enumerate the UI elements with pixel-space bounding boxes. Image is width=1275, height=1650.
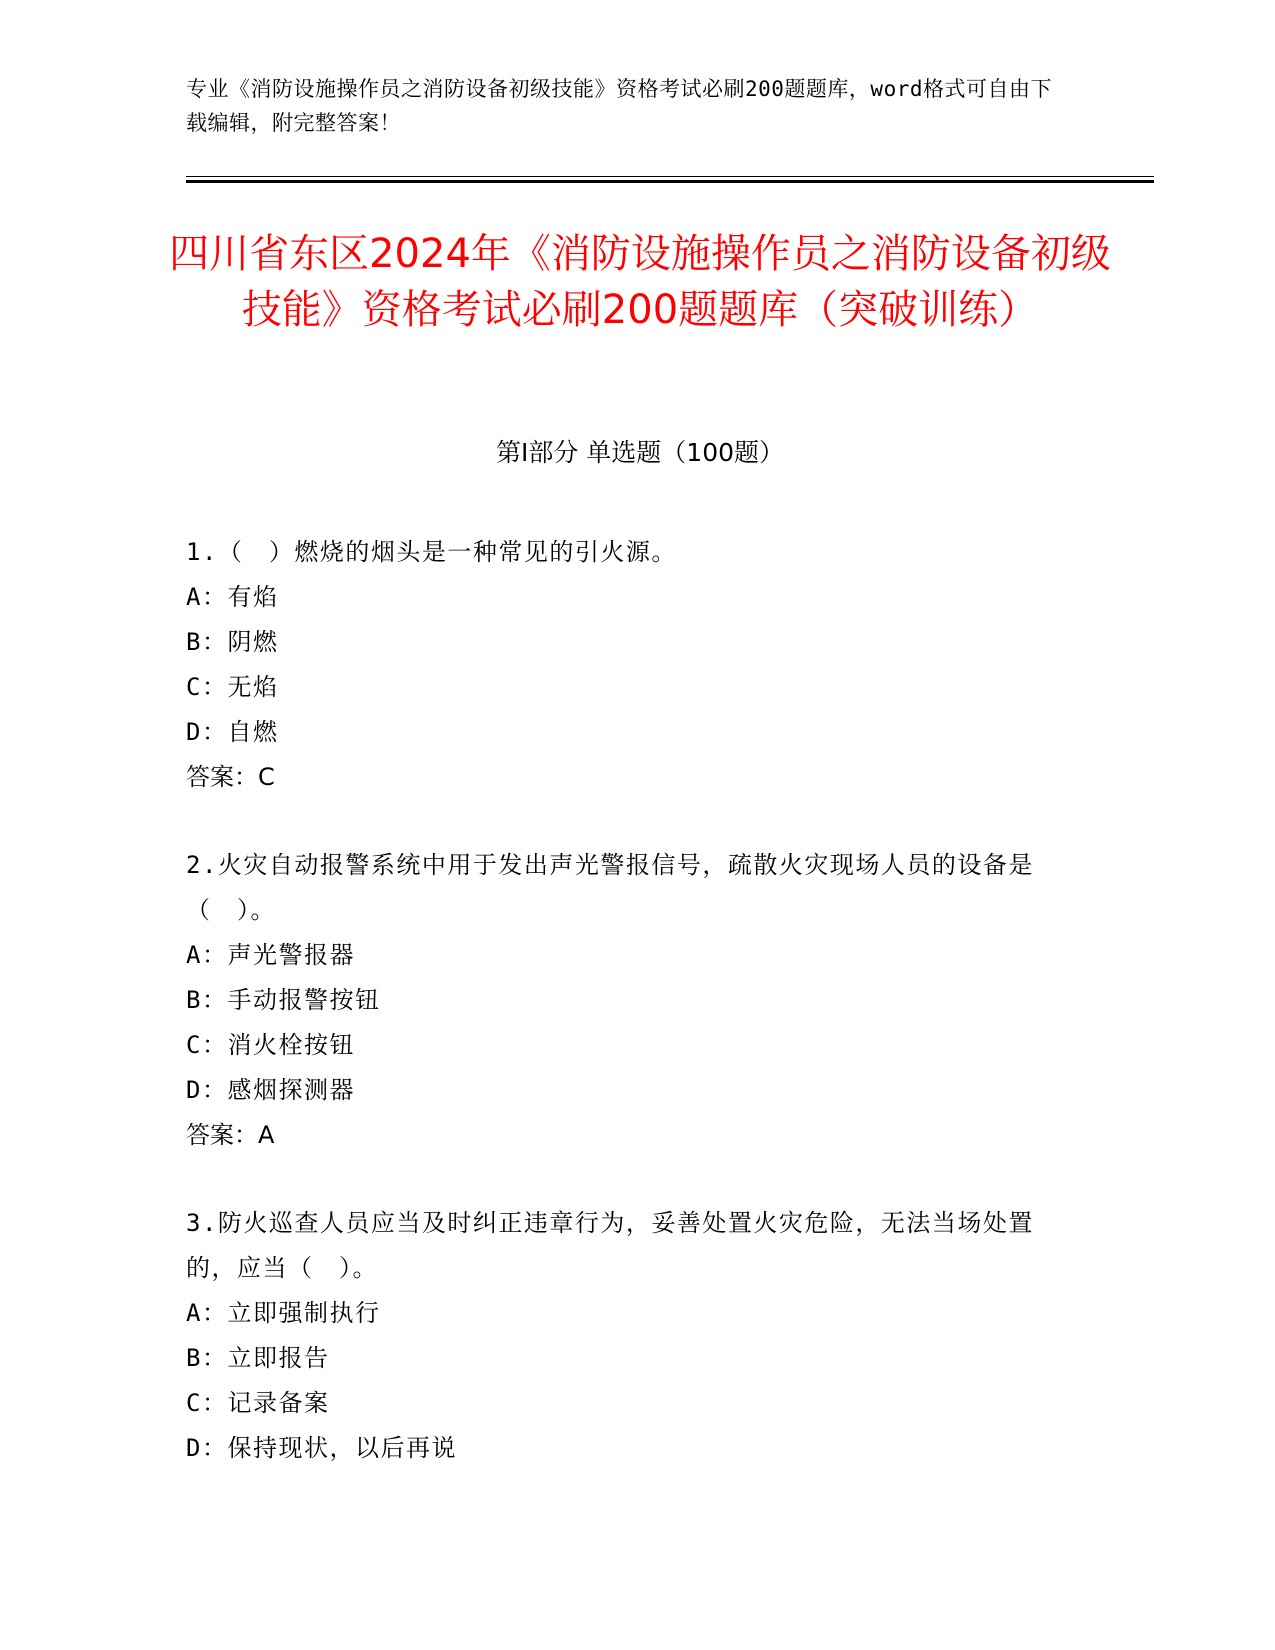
- option-d: D：感烟探测器: [186, 1076, 355, 1104]
- question-stem: 1.（ ）燃烧的烟头是一种常见的引火源。: [186, 538, 677, 566]
- document-title: 四川省东区2024年《消防设施操作员之消防设备初级技能》资格考试必刷200题题库（突破训练）: [169, 231, 1111, 333]
- option-b: B：手动报警按钮: [186, 986, 381, 1014]
- answer: 答案：C: [186, 763, 275, 791]
- answer: 答案：A: [186, 1121, 275, 1149]
- question-3: [186, 1201, 1066, 1471]
- question-stem: 3.防火巡查人员应当及时纠正违章行为，妥善处置火灾危险，无法当场处置的，应当（ ）。: [186, 1209, 1034, 1282]
- option-c: C：记录备案: [186, 1389, 330, 1417]
- question-1: [186, 530, 1066, 800]
- question-list: [186, 530, 1066, 1514]
- option-a: A：立即强制执行: [186, 1299, 381, 1327]
- header-divider-thick: [186, 180, 1154, 183]
- option-c: C：无焰: [186, 673, 279, 701]
- option-a: A：有焰: [186, 583, 279, 611]
- option-c: C：消火栓按钮: [186, 1031, 355, 1059]
- option-d: D：保持现状，以后再说: [186, 1434, 457, 1462]
- header-divider-thin: [186, 176, 1154, 177]
- option-b: B：立即报告: [186, 1344, 330, 1372]
- option-b: B：阴燃: [186, 628, 279, 656]
- header-note: 专业《消防设施操作员之消防设备初级技能》资格考试必刷200题题库，word格式可自由下载编辑，附完整答案！: [186, 77, 1052, 135]
- section-title: 第Ⅰ部分 单选题（100题）: [495, 438, 785, 467]
- option-a: A：声光警报器: [186, 941, 355, 969]
- question-2: [186, 843, 1066, 1158]
- option-d: D：自燃: [186, 718, 279, 746]
- question-stem: 2.火灾自动报警系统中用于发出声光警报信号，疏散火灾现场人员的设备是（ ）。: [186, 851, 1034, 924]
